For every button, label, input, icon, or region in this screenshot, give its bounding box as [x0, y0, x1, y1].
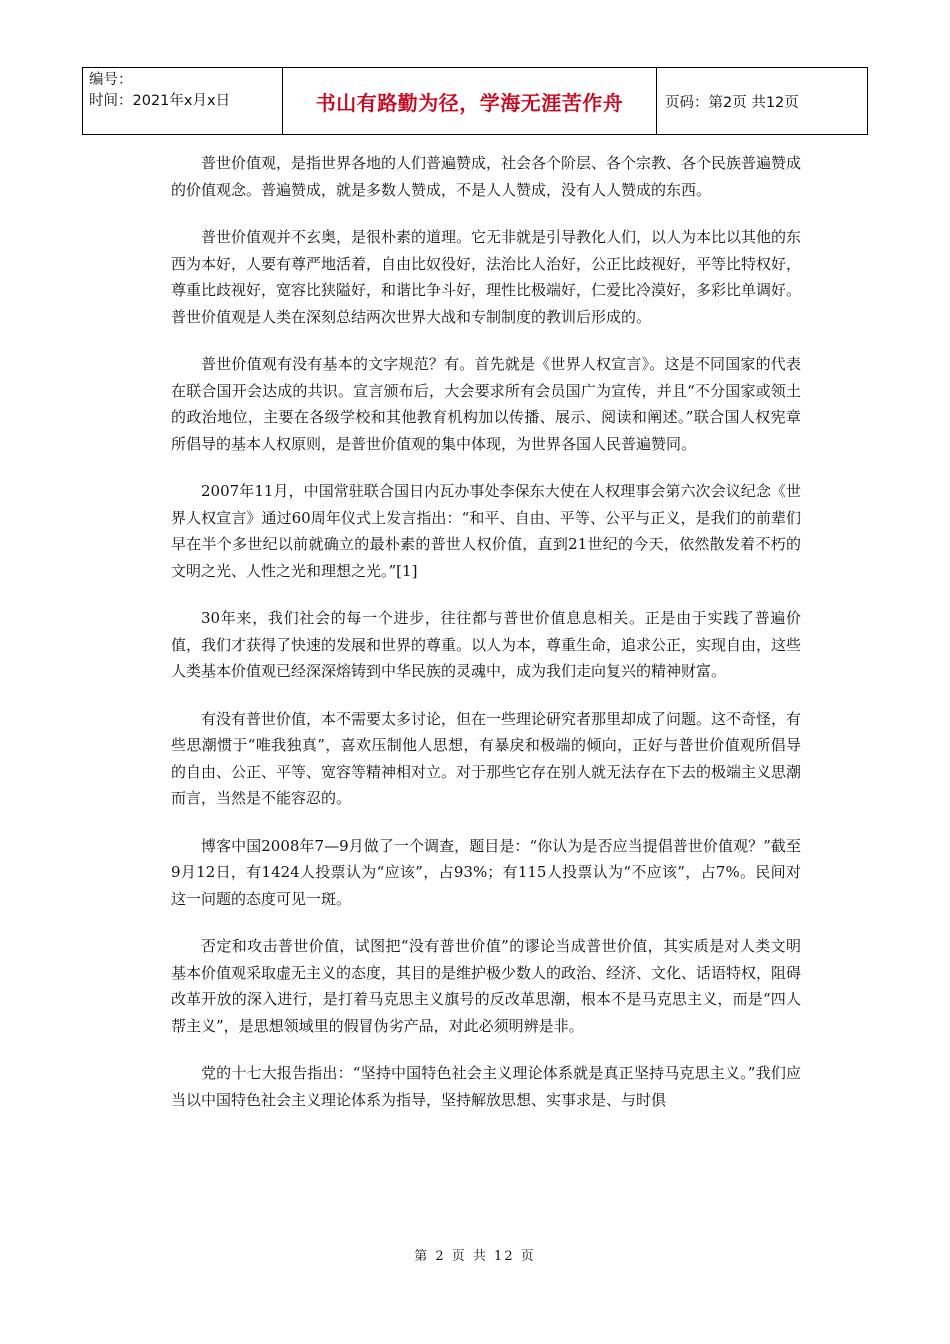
document-body [171, 150, 801, 1134]
code-label: 编号： [89, 72, 133, 88]
paragraph: 普世价值观并不玄奥，是很朴素的道理。它无非就是引导教化人们，以人为本比以其他的东西为本好，人要有尊严地活着，自由比奴役好，法治比人治好，公正比歧视好，平等比特权好，尊重比歧视好，宽容比狭隘好，和谐比争斗好，理性比极端好，仁爱比冷漠好，多彩比单调好。普世价值观是人类在深刻总结两次世界大战和专制制度的教训后形成的。 [171, 228, 802, 326]
paragraph: 否定和攻击普世价值，试图把“没有普世价值”的谬论当成普世价值，其实质是对人类文明基本价值观采取虚无主义的态度，其目的是维护极少数人的政治、经济、文化、话语特权，阻碍改革开放的深入进行，是打着马克思主义旗号的反改革思潮，根本不是马克思主义，而是“四人帮主义”，是思想领域里的假冒伪劣产品，对此必须明辨是非。 [171, 937, 802, 1035]
paragraph: 博客中国2008年7—9月做了一个调查，题目是：“你认为是否应当提倡普世价值观？”截至9月12日，有1424人投票认为“应该”，占93%；有115人投票认为“不应该”，占7%。民间对这一问题的态度可见一斑。 [171, 836, 801, 908]
paragraph: 30年来，我们社会的每一个进步，往往都与普世价值息息相关。正是由于实践了普遍价值，我们才获得了快速的发展和世界的尊重。以人为本，尊重生命，追求公正，实现自由，这些人类基本价值观已经深深熔铸到中华民族的灵魂中，成为我们走向复兴的精神财富。 [171, 609, 802, 680]
page-indicator: 页码：第2页 共12页 [665, 94, 799, 111]
header-motto-cell [283, 68, 657, 134]
page-footer: 第 2 页 共 12 页 [414, 1249, 536, 1264]
header-meta-cell [83, 68, 283, 134]
paragraph: 有没有普世价值，本不需要太多讨论，但在一些理论研究者那里却成了问题。这不奇怪，有些思潮惯于“唯我独真”，喜欢压制他人思想，有暴戾和极端的倾向，正好与普世价值观所倡导的自由、公正、平等、宽容等精神相对立。对于那些它存在别人就无法存在下去的极端主义思潮而言，当然是不能容忍的。 [171, 709, 802, 807]
paragraph: 2007年11月，中国常驻联合国日内瓦办事处李保东大使在人权理事会第六次会议纪念《世界人权宣言》通过60周年仪式上发言指出：“和平、自由、平等、公平与正义，是我们的前辈们早在半个多世纪以前就确立的最朴素的普世人权价值，直到21世纪的今天，依然散发着不朽的文明之光、人性之光和理想之光。”[1] [171, 482, 801, 580]
motto-text: 书山有路勤为径，学海无涯苦作舟 [315, 90, 624, 115]
header-page-cell [657, 68, 867, 134]
paragraph: 普世价值观，是指世界各地的人们普遍赞成，社会各个阶层、各个宗教、各个民族普遍赞成的价值观念。普遍赞成，就是多数人赞成，不是人人赞成，没有人人赞成的东西。 [171, 154, 802, 199]
paragraph: 党的十七大报告指出：“坚持中国特色社会主义理论体系就是真正坚持马克思主义。”我们应当以中国特色社会主义理论体系为指导，坚持解放思想、实事求是、与时俱 [171, 1064, 801, 1109]
date-label: 时间：2021年x月x日 [89, 93, 231, 109]
document-header-table [82, 67, 868, 135]
paragraph: 普世价值观有没有基本的文字规范？有。首先就是《世界人权宣言》。这是不同国家的代表在联合国开会达成的共识。宣言颁布后，大会要求所有会员国广为宣传，并且“不分国家或领土的政治地位，主要在各级学校和其他教育机构加以传播、展示、阅读和阐述。”联合国人权宪章所倡导的基本人权原则，是普世价值观的集中体现，为世界各国人民普遍赞同。 [171, 355, 801, 453]
